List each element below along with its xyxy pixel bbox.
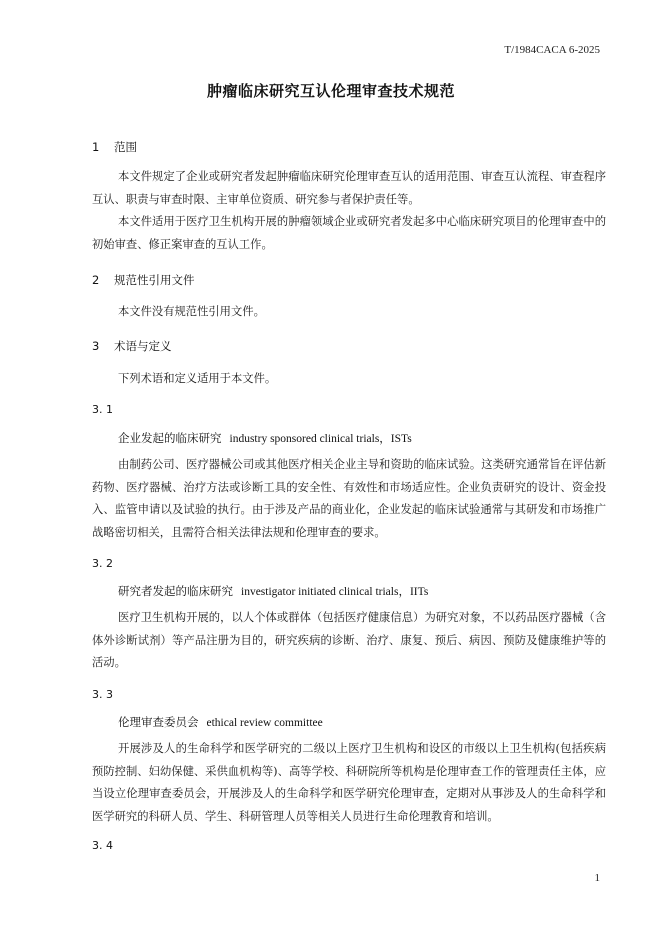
term-3-3-title: [118, 714, 323, 730]
section-number: 3: [92, 339, 100, 353]
document-title: 肿瘤临床研究互认伦理审查技术规范: [206, 82, 455, 100]
section-3-heading: [92, 338, 172, 354]
term-3-3-number: 3. 3: [92, 688, 113, 701]
term-chinese: 伦理审查委员会: [118, 715, 199, 729]
term-3-3-definition: 开展涉及人的生命科学和医学研究的二级以上医疗卫生机构和设区的市级以上卫生机构(包括疾病预防控制、妇幼保健、采供血机构等)、高等学校、科研院所等机构是伦理审查工作的管理责任主体，应当设立伦理审查委员会，开展涉及人的生命科学和医学研究伦理审查，定期对从事涉及人的生命科学和医学研究的科研人员、学生、科研管理人员等相关人员进行生命伦理教育和培训。: [92, 742, 606, 823]
section-3-paragraph-1: 下列术语和定义适用于本文件。: [118, 372, 277, 385]
term-chinese: 企业发起的临床研究: [118, 431, 222, 445]
section-title: 规范性引用文件: [114, 273, 195, 287]
section-1-heading: [92, 139, 137, 155]
section-title: 范围: [114, 140, 137, 154]
section-1-paragraph-1: 本文件规定了企业或研究者发起肿瘤临床研究伦理审查互认的适用范围、审查互认流程、审查程序互认、职责与审查时限、主审单位资质、研究参与者保护责任等。: [92, 170, 606, 206]
term-chinese: 研究者发起的临床研究: [118, 584, 233, 598]
section-number: 2: [92, 273, 100, 287]
section-title: 术语与定义: [114, 339, 172, 353]
document-id: T/1984CACA 6-2025: [504, 44, 600, 56]
section-2-paragraph-1: 本文件没有规范性引用文件。: [118, 305, 265, 318]
term-3-2-number: 3. 2: [92, 557, 113, 570]
term-english: industry sponsored clinical trials，ISTs: [229, 433, 412, 445]
term-3-1-definition: 由制药公司、医疗器械公司或其他医疗相关企业主导和资助的临床试验。这类研究通常旨在评估新药物、医疗器械、治疗方法或诊断工具的安全性、有效性和市场适应性。企业负责研究的设计、资金投入、监管申请以及试验的执行。由于涉及产品的商业化，企业发起的临床试验通常与其研发和市场推广战略密切相关，且需符合相关法律法规和伦理审查的要求。: [92, 458, 606, 539]
term-english: ethical review committee: [206, 717, 323, 729]
section-number: 1: [92, 140, 100, 154]
section-1-paragraph-2: 本文件适用于医疗卫生机构开展的肿瘤领域企业或研究者发起多中心临床研究项目的伦理审查中的初始审查、修正案审查的互认工作。: [92, 215, 606, 251]
page-number: 1: [594, 872, 600, 884]
term-3-1-title: [118, 430, 412, 446]
term-3-4-number: 3. 4: [92, 839, 113, 852]
section-2-heading: [92, 272, 195, 288]
term-3-2-definition: 医疗卫生机构开展的，以人个体或群体（包括医疗健康信息）为研究对象，不以药品医疗器械（含体外诊断试剂）等产品注册为目的，研究疾病的诊断、治疗、康复、预后、病因、预防及健康维护等的活动。: [92, 611, 606, 669]
term-3-2-title: [118, 583, 428, 599]
term-3-1-number: 3. 1: [92, 403, 113, 416]
term-english: investigator initiated clinical trials，IITs: [241, 586, 429, 598]
